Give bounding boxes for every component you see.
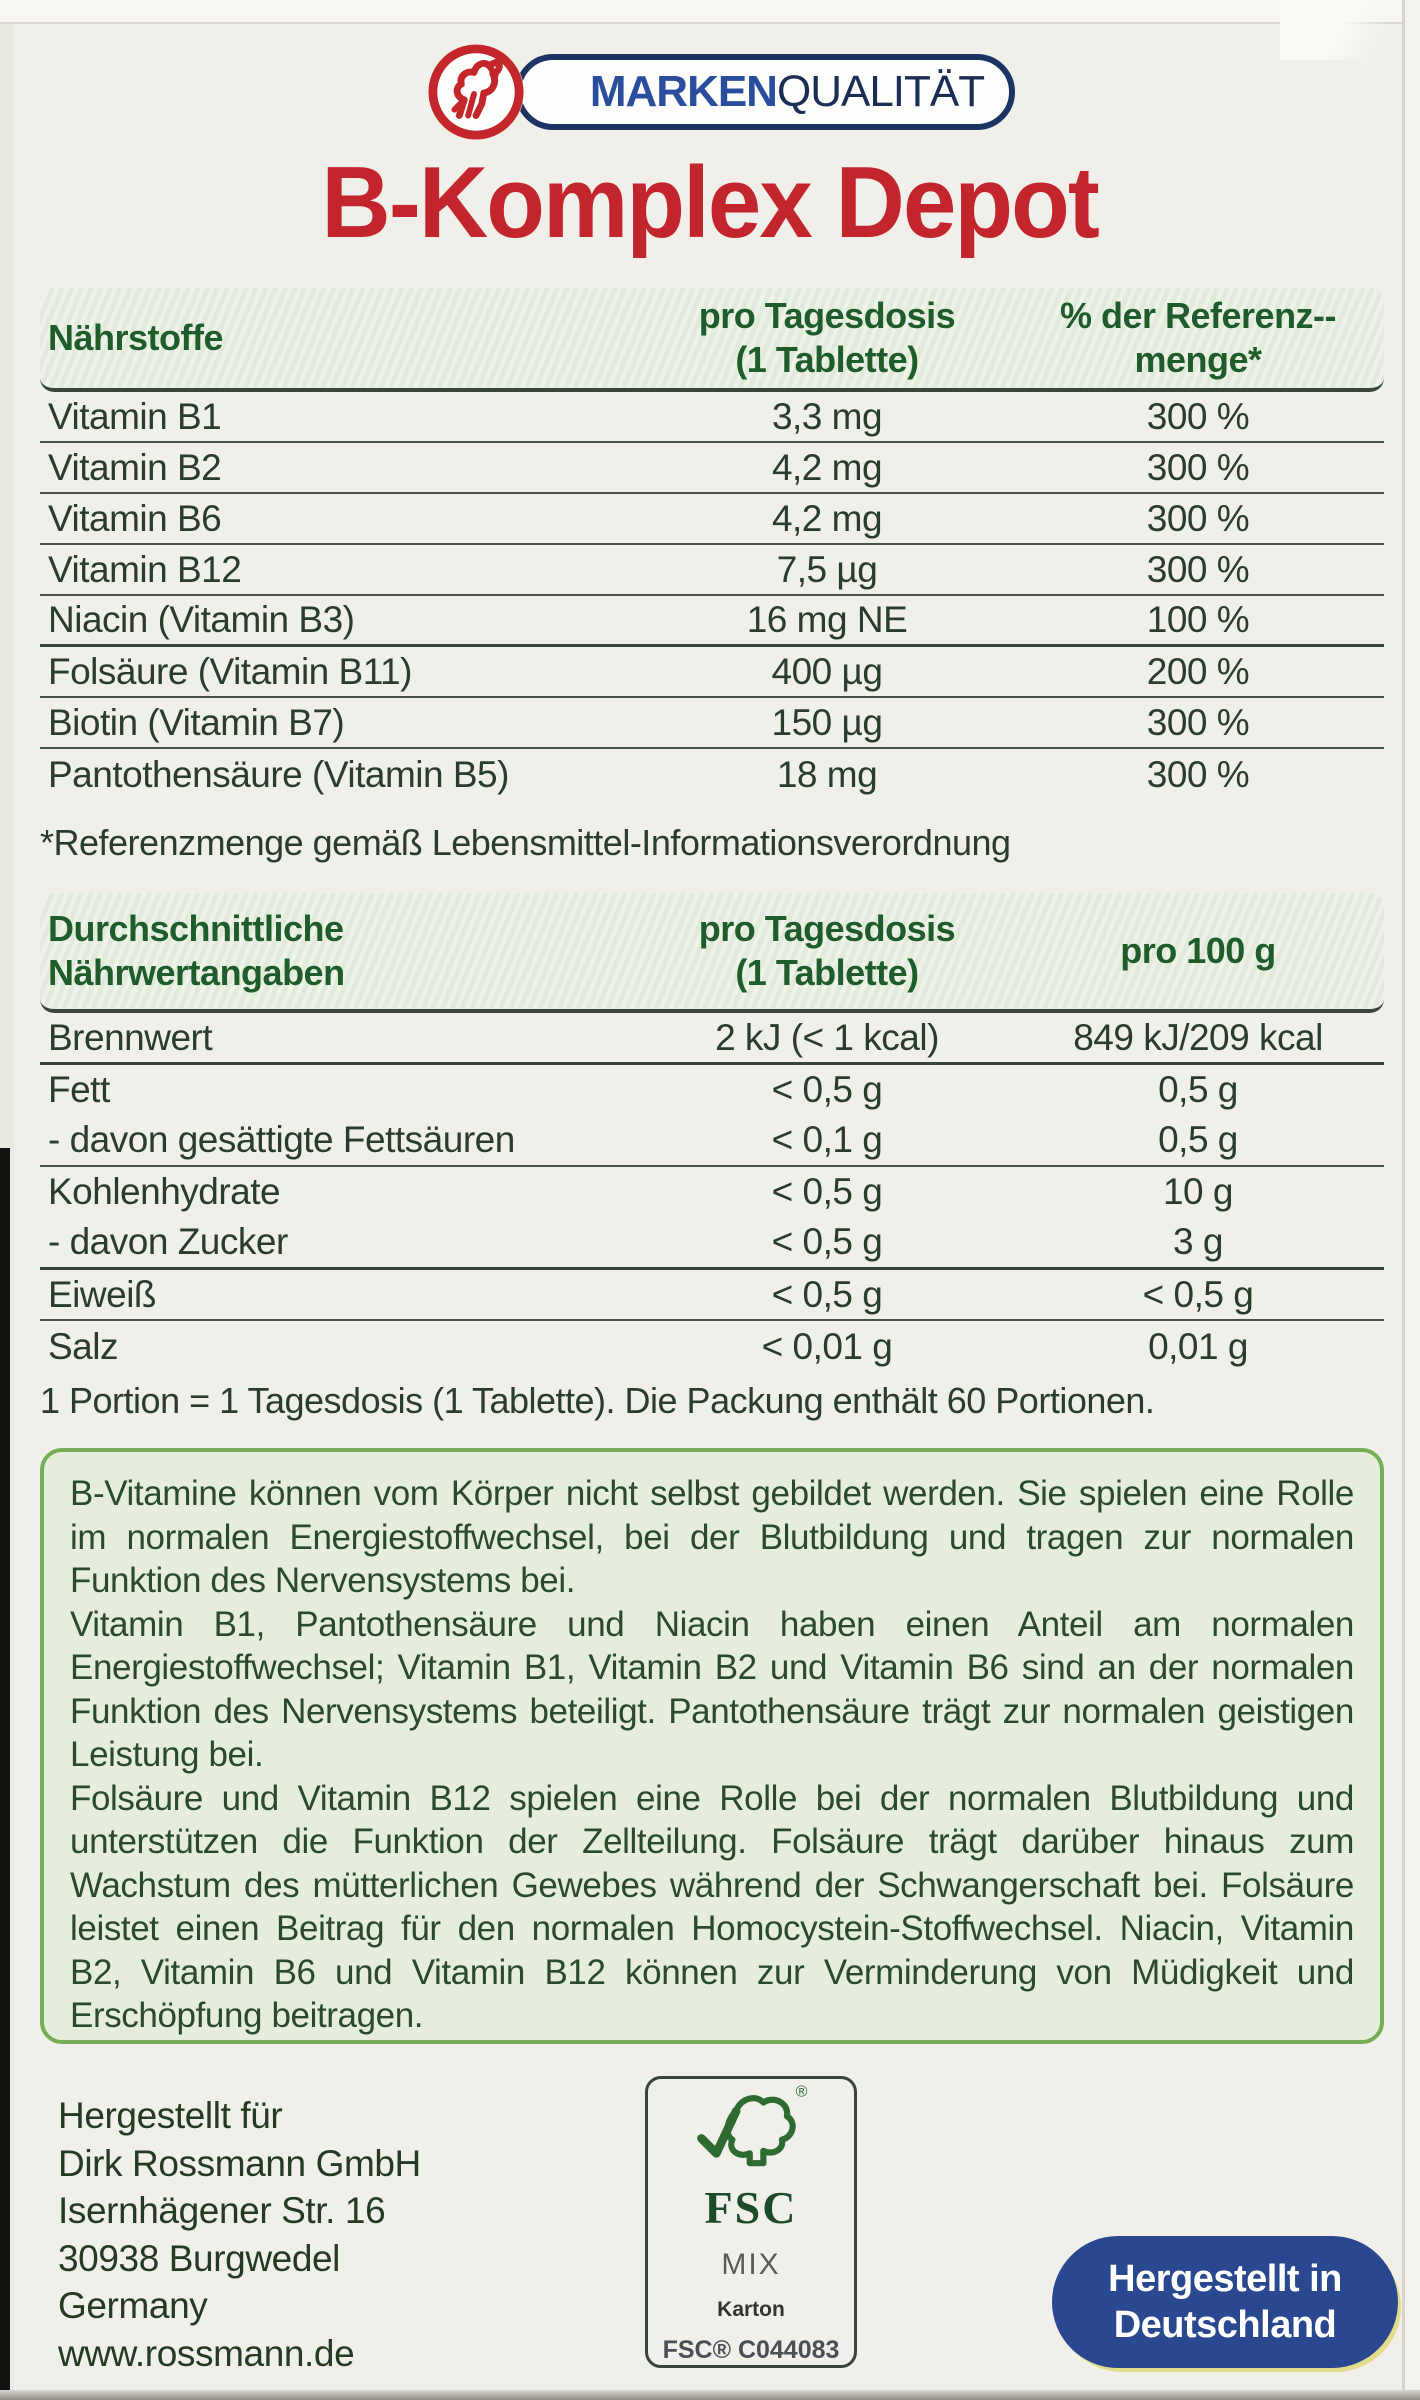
product-title: B-Komplex Depot xyxy=(321,147,1099,259)
address-line: 30938 Burgwedel xyxy=(58,2237,340,2279)
badge-line: Hergestellt in xyxy=(1108,2258,1342,2300)
nutrition-table-header xyxy=(40,893,1384,1013)
brand-logo xyxy=(427,43,1027,141)
nutrition-header-name: Durchschnittliche Nährwertangaben xyxy=(48,908,345,993)
table-row: - davon gesättigte Fettsäuren < 0,1 g 0,5 g xyxy=(40,1114,1384,1167)
svg-text:®: ® xyxy=(795,2082,808,2101)
table-row: Salz < 0,01 g 0,01 g xyxy=(48,1325,1248,1367)
fsc-license-code: FSC® C044083 xyxy=(662,2336,840,2364)
brand-wordmark-light: QUALITÄT xyxy=(776,67,985,116)
table-row: Kohlenhydrate < 0,5 g 10 g xyxy=(48,1171,1233,1212)
table-row: Pantothensäure (Vitamin B5) 18 mg 300 % xyxy=(48,753,1250,795)
badge-line: Deutschland xyxy=(1113,2304,1337,2346)
brand-wordmark-bold: MARKEN xyxy=(589,67,777,116)
carton-right-edge xyxy=(1405,0,1420,2400)
table-row: Vitamin B1 3,3 mg 300 % xyxy=(40,392,1384,443)
portion-note: 1 Portion = 1 Tagesdosis (1 Tablette). Die Packung enthält 60 Portionen. xyxy=(40,1380,1155,1421)
nutrition-table xyxy=(40,893,1384,1372)
info-paragraph: B-Vitamine können vom Körper nicht selbst gebildet werden. Sie spielen eine Rolle im normalen Energiestoffwechsel, bei der Blutbildung und tragen zur normalen Funktion des Nervensystems bei. xyxy=(70,1474,1354,1600)
carton-bottom-edge xyxy=(0,2390,1420,2400)
photo-background-left xyxy=(0,1148,10,2400)
table-row: Folsäure (Vitamin B11) 400 µg 200 % xyxy=(40,647,1384,698)
fsc-certification-label xyxy=(645,2076,857,2368)
address-line: Dirk Rossmann GmbH xyxy=(58,2142,421,2184)
address-line: Isernhägener Str. 16 xyxy=(58,2190,386,2231)
rossmann-centaur-icon xyxy=(427,43,525,141)
nutrients-table xyxy=(40,288,1384,800)
table-row: Niacin (Vitamin B3) 16 mg NE 100 % xyxy=(40,596,1384,647)
nutrients-table-header xyxy=(40,288,1384,392)
address-line: www.rossmann.de xyxy=(58,2332,355,2374)
nutrients-header-name: Nährstoffe xyxy=(48,317,224,358)
table-row: Fett < 0,5 g 0,5 g xyxy=(48,1068,1238,1110)
brand-wordmark-pill xyxy=(515,54,1015,130)
nutrition-header-dose: pro Tagesdosis (1 Tablette) xyxy=(698,908,956,993)
table-row: Eiweiß < 0,5 g < 0,5 g xyxy=(40,1270,1384,1321)
reference-footnote: *Referenzmenge gemäß Lebensmittel-Informationsverordnung xyxy=(40,822,1011,863)
nutrients-header-reference: % der Referenz-- menge* xyxy=(1059,295,1337,380)
vitamin-info-box xyxy=(40,1448,1384,2044)
info-paragraph: Folsäure und Vitamin B12 spielen eine Rolle bei der normalen Blutbildung und unterstützen die Funktion der Zellteilung. Folsäure trägt darüber hinaus zum Wachstum des mütterlichen Gewebes während der Schwangerschaft bei. Folsäure leistet einen Beitrag für den normalen Homocystein-Stoffwechsel. Niacin, Vitamin B2, Vitamin B6 und Vitamin B12 können zur Verminderung von Müdigkeit und Erschöpfung beitragen. xyxy=(70,1778,1354,2035)
info-paragraph: Vitamin B1, Pantothensäure und Niacin haben einen Anteil am normalen Energiestoffwechsel; Vitamin B1, Vitamin B2 und Vitamin B6 sind an der normalen Funktion des Nervensystems beteiligt. Pantothensäure trägt zur normalen geistigen Leistung bei. xyxy=(70,1604,1354,1774)
table-row: Brennwert 2 kJ (< 1 kcal) 849 kJ/209 kcal xyxy=(40,1013,1384,1065)
fsc-wordmark: FSC xyxy=(704,2182,798,2233)
table-row: Vitamin B6 4,2 mg 300 % xyxy=(40,494,1384,545)
fsc-tree-check-icon xyxy=(691,2079,811,2183)
carton-top-fold xyxy=(0,0,1420,24)
table-row: Vitamin B2 4,2 mg 300 % xyxy=(40,443,1384,494)
carton-top-right-highlight xyxy=(1280,0,1420,60)
table-row: Vitamin B12 7,5 µg 300 % xyxy=(40,545,1384,596)
nutrients-header-dose: pro Tagesdosis (1 Tablette) xyxy=(698,295,956,380)
manufacturer-address xyxy=(58,2092,421,2377)
made-in-germany-badge xyxy=(1052,2236,1398,2368)
address-line: Germany xyxy=(58,2285,208,2326)
fsc-material-label: Karton xyxy=(717,2298,785,2321)
fsc-mix-label: MIX xyxy=(721,2248,781,2281)
table-row: - davon Zucker < 0,5 g 3 g xyxy=(40,1217,1384,1270)
address-line: Hergestellt für xyxy=(58,2095,283,2136)
nutrition-header-per100g: pro 100 g xyxy=(1120,930,1276,971)
table-row: Biotin (Vitamin B7) 150 µg 300 % xyxy=(40,698,1384,749)
